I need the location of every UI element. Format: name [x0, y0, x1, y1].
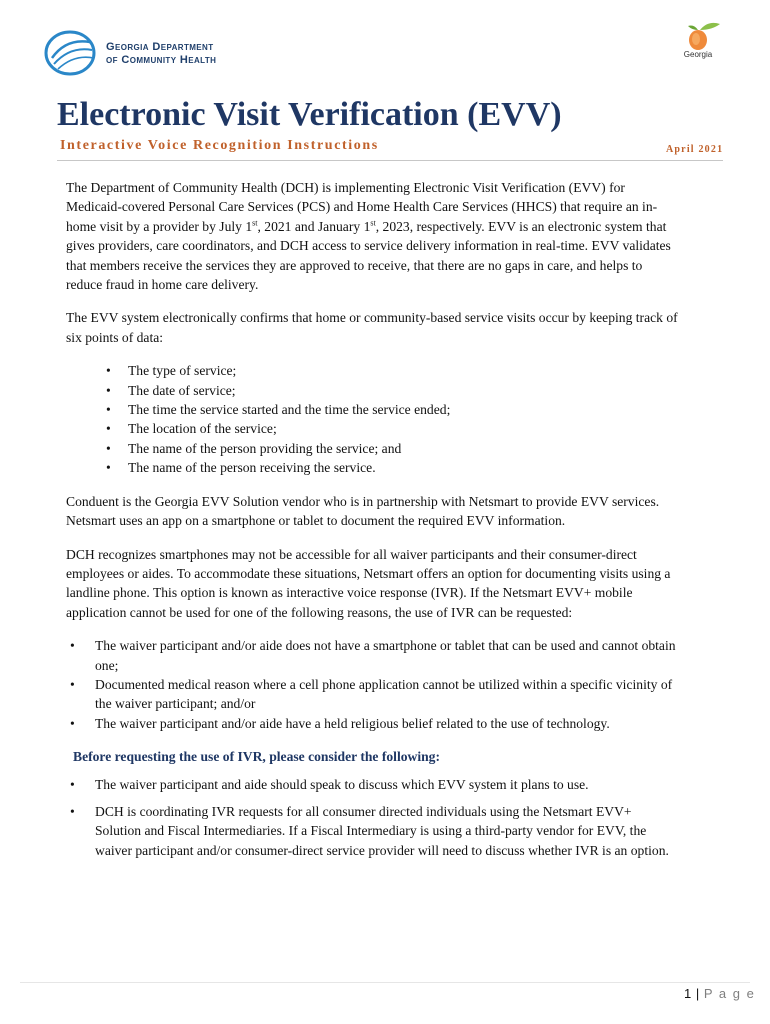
list-item-text: The name of the person receiving the service.: [128, 460, 376, 476]
intro-sup-1: st: [252, 218, 258, 228]
georgia-label: Georgia: [683, 50, 713, 59]
bullet-icon: •: [106, 402, 111, 418]
list-item: [66, 419, 681, 438]
bullet-icon: •: [70, 803, 75, 819]
list-item: [66, 636, 681, 675]
list-item: [66, 775, 681, 794]
list-item-text: DCH is coordinating IVR requests for all consumer directed individuals using the Netsmart EVV+ Solution and Fiscal Intermediaries. If a Fiscal Intermediary is using a third-party vendor for EVV, the waiver participant and/or consumer-direct service provider will need to discuss whether IVR is an option.: [95, 803, 669, 858]
dept-line-2: of Community Health: [106, 54, 217, 66]
document-body: [66, 178, 681, 874]
list-item: [66, 381, 681, 400]
bullet-icon: •: [70, 776, 75, 792]
page-subtitle: Interactive Voice Recognition Instructions: [60, 138, 379, 153]
page-separator: |: [695, 986, 700, 1001]
list-item-text: The waiver participant and aide should speak to discuss which EVV system it plans to use.: [95, 776, 589, 792]
publication-date: April 2021: [666, 144, 724, 155]
intro-paragraph: [66, 178, 681, 294]
list-item: [66, 675, 681, 714]
intro-sup-2: st: [370, 218, 376, 228]
dept-line-1: Georgia Department: [106, 41, 214, 53]
list-item: [66, 439, 681, 458]
list-item: [66, 714, 681, 733]
list-item-text: The location of the service;: [128, 421, 277, 437]
dch-logo-icon: [44, 28, 100, 78]
bullet-icon: •: [70, 715, 75, 731]
page-footer: [684, 986, 755, 1001]
bullet-icon: •: [106, 460, 111, 476]
consider-heading: Before requesting the use of IVR, please consider the following:: [73, 749, 441, 765]
considerations-list: [66, 775, 681, 861]
list-item: [66, 802, 681, 860]
intro-text-3: , 2023, respectively. EVV is an electronic system that gives providers, care coordinators, and DCH access to service delivery information in real-time. EVV validates that members receive the services they are approved to receive, that there are no gaps in care, and helps to reduce fraud in home care delivery.: [66, 218, 671, 293]
title-divider: [57, 160, 723, 161]
list-item-text: Documented medical reason where a cell phone application cannot be utilized within a specific vicinity of the waiver participant; and/or: [95, 676, 673, 712]
six-points-intro: The EVV system electronically confirms that home or community-based service visits occur by keeping track of six points of data:: [66, 310, 678, 345]
list-item-text: The waiver participant and/or aide does not have a smartphone or tablet that can be used and cannot obtain one;: [95, 638, 676, 673]
list-item-text: The date of service;: [128, 382, 236, 398]
footer-divider: [20, 982, 750, 983]
list-item: [66, 400, 681, 419]
dch-logo-text: [106, 41, 216, 67]
intro-text-1: The Department of Community Health (DCH) is implementing Electronic Visit Verification (EVV) for Medicaid-covered Personal Care Services (PCS) and Home Health Care Services (HHCS) that require an in-home visit by a provider by July 1: [66, 180, 658, 234]
intro-text-2: , 2021 and January 1: [257, 218, 371, 234]
page-number: 1: [684, 986, 692, 1001]
bullet-icon: •: [70, 676, 75, 692]
list-item-text: The time the service started and the time the service ended;: [128, 402, 451, 418]
conduent-paragraph: Conduent is the Georgia EVV Solution vendor who is in partnership with Netsmart to provide EVV services. Netsmart uses an app on a smartphone or tablet to document the required EVV information.: [66, 493, 660, 529]
list-item-text: The type of service;: [128, 363, 237, 379]
bullet-icon: •: [106, 440, 111, 456]
six-points-list: [66, 361, 681, 477]
page-title: Electronic Visit Verification (EVV): [57, 96, 562, 133]
list-item-text: The waiver participant and/or aide have a held religious belief related to the use of technology.: [95, 715, 610, 731]
page-word: P a g e: [703, 986, 756, 1001]
ivr-reasons-list: [66, 636, 681, 733]
list-item-text: The name of the person providing the service; and: [128, 440, 402, 456]
dch-recognizes-paragraph: DCH recognizes smartphones may not be accessible for all waiver participants and their consumer-direct employees or aides. To accommodate these situations, Netsmart offers an option for documenting visits using a landline phone. This option is known as interactive voice response (IVR). If the Netsmart EVV+ mobile application cannot be used for one of the following reasons, the use of IVR can be requested:: [66, 546, 671, 620]
list-item: [66, 361, 681, 380]
bullet-icon: •: [106, 363, 111, 379]
bullet-icon: •: [106, 382, 111, 398]
dch-logo: [44, 28, 254, 78]
bullet-icon: •: [106, 421, 111, 437]
list-item: [66, 458, 681, 477]
bullet-icon: •: [70, 638, 75, 654]
